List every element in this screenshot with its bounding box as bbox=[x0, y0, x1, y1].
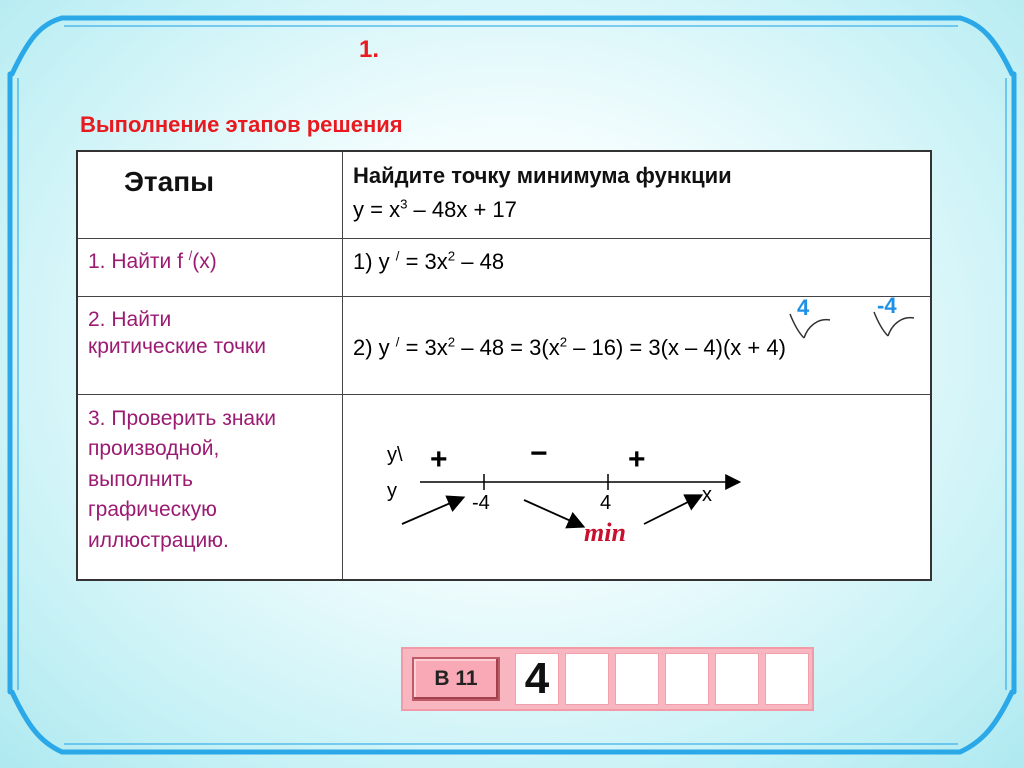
answer-cell[interactable] bbox=[565, 653, 609, 705]
sign-plus-left: + bbox=[430, 443, 448, 476]
section-heading: Выполнение этапов решения bbox=[80, 112, 403, 137]
answer-cell[interactable] bbox=[715, 653, 759, 705]
step-3-line: иллюстрацию. bbox=[88, 528, 229, 552]
expr-part: – 48 = 3(x bbox=[455, 335, 560, 360]
function-part: – 48x + 17 bbox=[407, 197, 517, 222]
step-3-line: графическую bbox=[88, 498, 217, 522]
task-function bbox=[353, 196, 517, 225]
slide-number: 1. bbox=[359, 36, 380, 63]
step-1-text: 1. Найти f bbox=[88, 250, 189, 273]
root-tick-mark bbox=[804, 320, 830, 338]
prime-mark: / bbox=[188, 249, 193, 263]
column-divider bbox=[342, 152, 343, 579]
row-divider bbox=[78, 238, 930, 239]
steps-table bbox=[76, 150, 932, 581]
exponent: 2 bbox=[559, 334, 568, 350]
root-label-positive: 4 bbox=[797, 295, 810, 320]
answer-task-label: В 11 bbox=[412, 657, 500, 701]
expr-part: – 16) = 3(x – 4)(x + 4) bbox=[567, 335, 786, 360]
increasing-arrow-right bbox=[644, 496, 700, 524]
x-axis-label: x bbox=[702, 484, 712, 506]
function-axis-label: y bbox=[387, 480, 397, 502]
step-1-text: (x) bbox=[192, 250, 217, 273]
prime-mark: / bbox=[395, 248, 400, 264]
exponent: 2 bbox=[447, 248, 456, 264]
step-2-line: критические точки bbox=[88, 335, 266, 359]
increasing-arrow-left bbox=[402, 498, 462, 524]
step-3-line: 3. Проверить знаки bbox=[88, 407, 277, 430]
derivative-expression bbox=[353, 248, 504, 277]
root-tick-mark bbox=[874, 312, 888, 336]
step-3-line: производной, bbox=[88, 437, 220, 461]
step-3-line: выполнить bbox=[88, 467, 193, 491]
answer-cell[interactable] bbox=[665, 653, 709, 705]
answer-cell[interactable] bbox=[615, 653, 659, 705]
prime-mark: / bbox=[395, 334, 400, 350]
sign-plus-right: + bbox=[628, 443, 646, 476]
task-title: Найдите точку минимума функции bbox=[353, 163, 732, 188]
point-label-4: 4 bbox=[600, 492, 612, 514]
expr-part: 2) y bbox=[353, 335, 396, 360]
exponent: 2 bbox=[447, 334, 456, 350]
point-label-minus-4: -4 bbox=[472, 492, 490, 514]
expr-part: 1) y bbox=[353, 249, 396, 274]
sign-minus: − bbox=[530, 437, 548, 470]
step-1 bbox=[88, 248, 217, 275]
row-divider bbox=[78, 394, 930, 395]
minimum-label: min bbox=[584, 518, 626, 547]
function-exponent: 3 bbox=[400, 196, 408, 212]
decreasing-arrow bbox=[524, 500, 582, 526]
step-2-line: 2. Найти bbox=[88, 308, 172, 331]
answer-cell[interactable]: 4 bbox=[515, 653, 559, 705]
answer-panel bbox=[401, 647, 814, 711]
derivative-axis-label: y\ bbox=[387, 444, 403, 466]
answer-cell[interactable] bbox=[765, 653, 809, 705]
root-tick-marks bbox=[778, 302, 928, 352]
function-part: y = x bbox=[353, 197, 401, 222]
expr-part: = 3x bbox=[399, 335, 448, 360]
step-2 bbox=[88, 306, 266, 361]
step-3 bbox=[88, 404, 276, 556]
root-label-negative: -4 bbox=[877, 293, 897, 318]
root-tick-mark bbox=[790, 314, 804, 338]
root-tick-mark bbox=[888, 318, 914, 336]
expr-part: – 48 bbox=[455, 249, 505, 274]
expr-part: = 3x bbox=[399, 249, 448, 274]
factorization-expression bbox=[353, 334, 786, 363]
column-header-steps: Этапы bbox=[124, 166, 215, 197]
